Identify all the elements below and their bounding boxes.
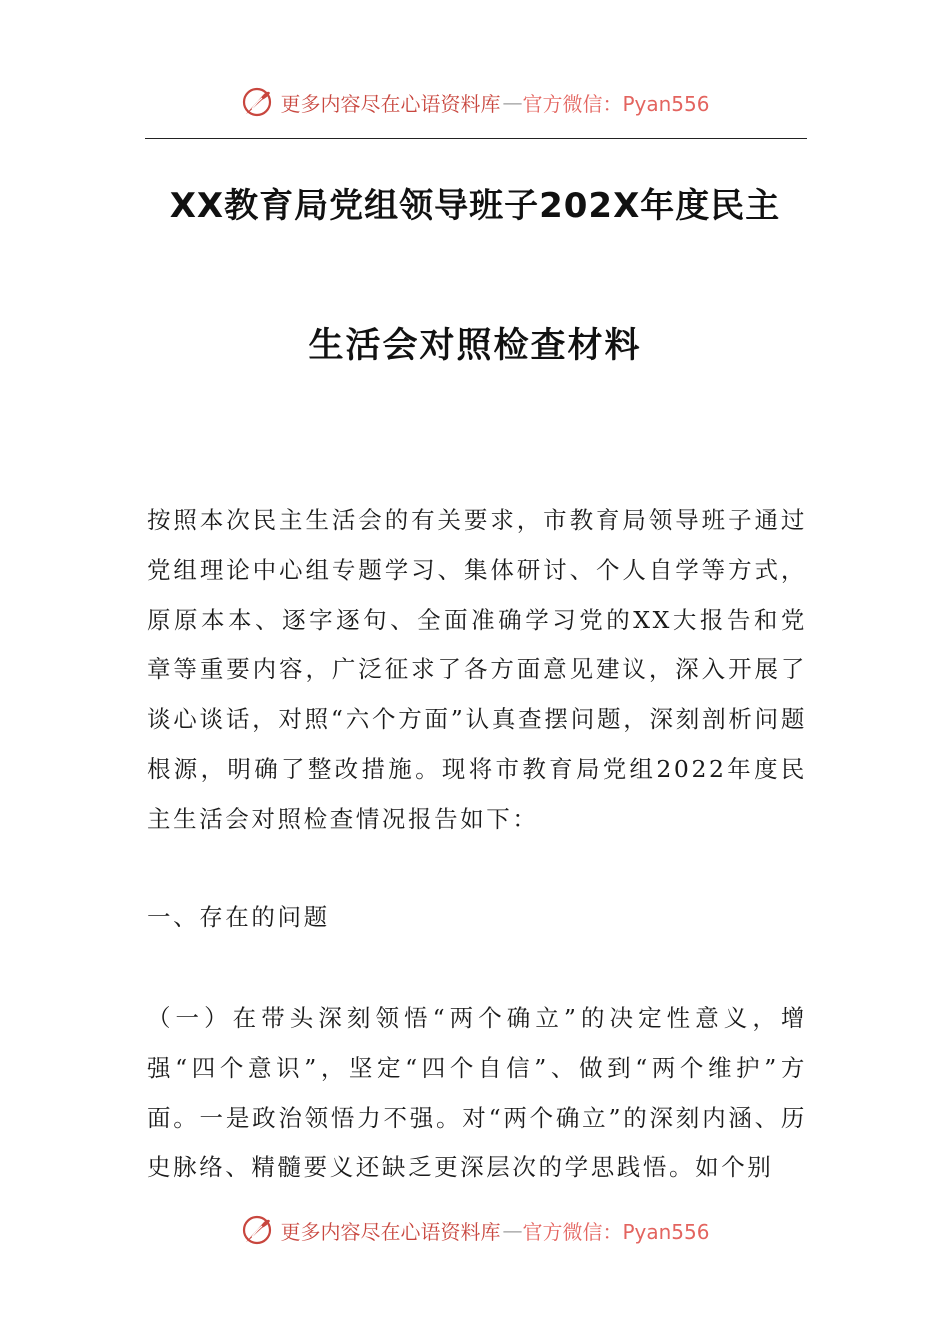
header-watermark-text: 更多内容尽在心语资料库 [280, 91, 501, 116]
quill-logo-icon [240, 1213, 274, 1247]
quill-logo-icon [240, 85, 274, 119]
document-title-line2: 生活会对照检查材料 [308, 326, 642, 366]
intro-paragraph: 按照本次民主生活会的有关要求，市教育局领导班子通过党组理论中心组专题学习、集体研讨、个人自学等方式，原原本本、逐字逐句、全面准确学习党的XX大报告和党章等重要内容，广泛征求了各方面意见建议，深入开展了谈心谈话，对照“六个方面”认真查摆问题，深刻剖析问题根源，明确了整改措施。现将市教育局党组2022年度民主生活会对照检查情况报告如下： [147, 506, 807, 833]
header-watermark [0, 82, 950, 122]
header-watermark-wechat: 官方微信：Pyan556 [522, 91, 710, 116]
footer-watermark [0, 1210, 950, 1250]
footer-watermark-separator: — [502, 1218, 523, 1242]
footer-watermark-wechat: 官方微信：Pyan556 [522, 1219, 710, 1244]
header-watermark-separator: — [502, 90, 523, 114]
document-title-line1: XX教育局党组领导班子202X年度民主 [169, 186, 781, 226]
section-heading: 一、存在的问题 [147, 903, 330, 931]
section-paragraph: （一）在带头深刻领悟“两个确立”的决定性意义，增强“四个意识”，坚定“四个自信”、做到“两个维护”方面。一是政治领悟力不强。对“两个确立”的深刻内涵、历史脉络、精髓要义还缺乏更深层次的学思践悟。如个别 [147, 1004, 807, 1182]
footer-watermark-text: 更多内容尽在心语资料库 [280, 1219, 501, 1244]
header-divider [145, 138, 807, 139]
